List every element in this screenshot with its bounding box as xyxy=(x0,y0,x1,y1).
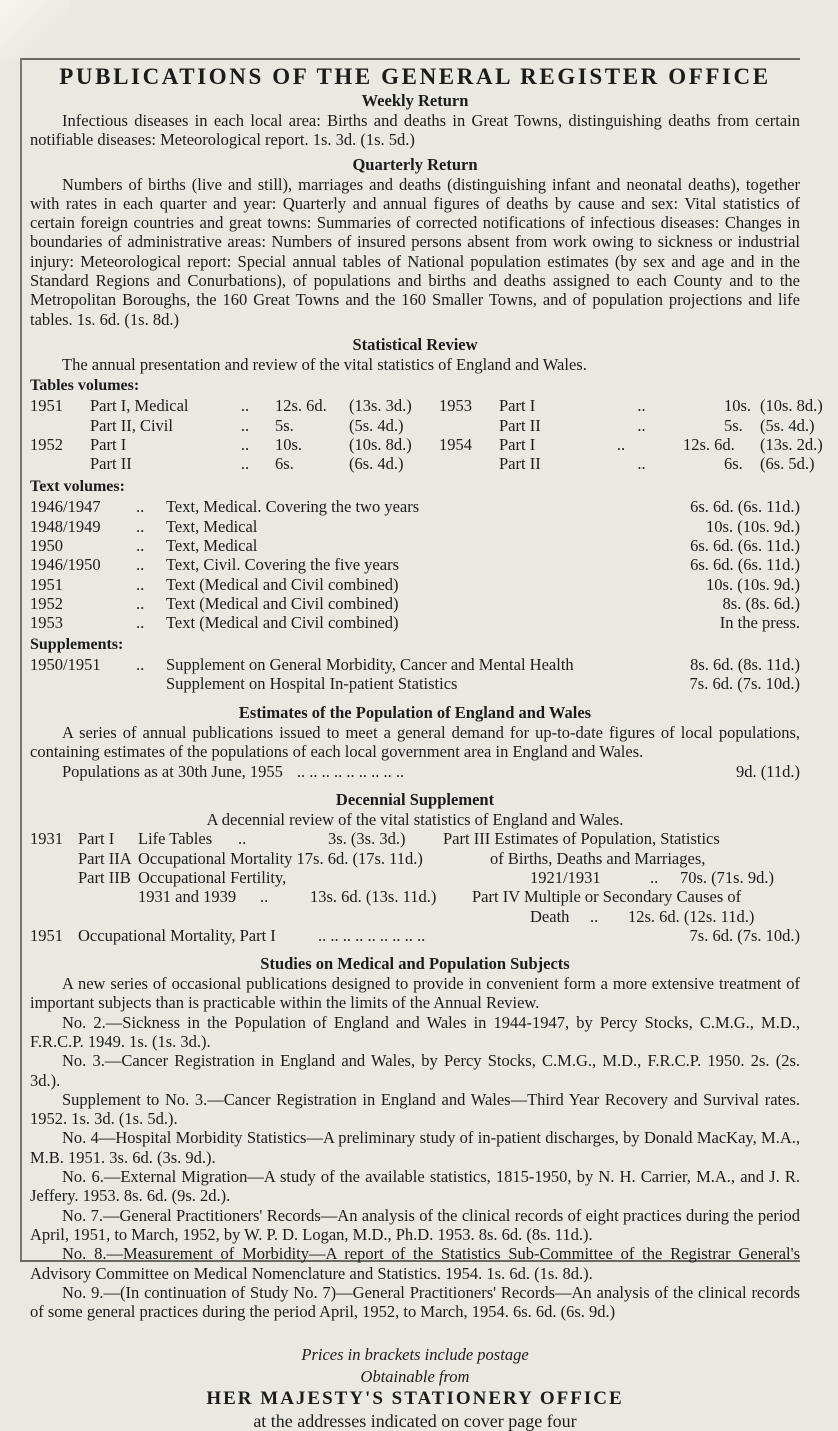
year xyxy=(30,454,90,473)
years: 1921/1931 xyxy=(530,867,601,887)
price: 10s. (10s. 9d.) xyxy=(706,516,800,536)
postage-price: (13s. 3d.) xyxy=(349,396,412,416)
leader: .. .. .. .. .. .. .. .. .. xyxy=(296,761,405,781)
leader: .. .. .. .. .. .. .. .. .. xyxy=(318,925,426,945)
volume-title: Text (Medical and Civil combined) xyxy=(166,574,399,594)
supplements-label: Supplements: xyxy=(30,635,124,653)
year: 1950/1951 xyxy=(30,654,101,674)
part: Part II xyxy=(499,454,541,474)
leader: .. xyxy=(240,454,250,474)
part: Part II xyxy=(90,454,132,474)
decennial-row xyxy=(30,887,800,906)
text-volumes-label: Text volumes: xyxy=(30,478,125,496)
postage-price: (6s. 4d.) xyxy=(349,454,404,474)
document-page xyxy=(30,60,823,1431)
part-title: Occupational Mortality, Part I xyxy=(78,925,276,945)
part-title: Death xyxy=(530,906,570,926)
tables-row xyxy=(30,415,815,435)
postage-price: (5s. 4d.) xyxy=(760,415,815,435)
leader: .. xyxy=(590,906,599,926)
part-title: of Births, Deaths and Marriages, xyxy=(490,848,706,868)
leader: .. xyxy=(238,829,247,849)
volume-title: Text, Civil. Covering the five years xyxy=(166,555,399,575)
tables-row xyxy=(30,434,823,454)
year xyxy=(30,416,90,435)
leader: .. xyxy=(650,867,659,887)
estimates-heading: Estimates of the Population of England and Wales xyxy=(238,703,592,723)
part-title: Occupational Fertility, xyxy=(138,867,287,887)
price: 8s. (8s. 6d.) xyxy=(722,593,800,613)
year: 1951 xyxy=(30,396,63,416)
postage-price: (13s. 2d.) xyxy=(760,434,823,454)
text-volume-row xyxy=(30,575,800,594)
leader: .. xyxy=(637,396,646,416)
price: In the press. xyxy=(719,613,800,633)
page-title: PUBLICATIONS OF THE GENERAL REGISTER OFFICE xyxy=(59,64,771,89)
statistical-text: The annual presentation and review of the vital statistics of England and Wales. xyxy=(62,354,587,374)
year: 1952 xyxy=(30,434,63,454)
price: 5s. xyxy=(724,415,743,435)
price: 6s. 6d. (6s. 11d.) xyxy=(690,536,800,556)
leader: .. xyxy=(637,454,646,474)
supplement-title: Supplement on Hospital In-patient Statistics xyxy=(166,673,458,693)
year: 1946/1947 xyxy=(30,497,101,517)
weekly-heading: Weekly Return xyxy=(361,91,469,110)
study-item: No. 6.—External Migration—A study of the available statistics, 1815-1950, by N. H. Carrier, M.A., and J. R. Jeffery. 1953. 8s. 6d. (9s. 2d.). xyxy=(30,1167,800,1206)
part: Part IIB xyxy=(78,867,131,887)
decennial-heading: Decennial Supplement xyxy=(335,790,495,810)
text-volume-row xyxy=(30,497,800,516)
year xyxy=(439,416,499,435)
leader: .. xyxy=(136,574,145,594)
leader: .. xyxy=(136,497,145,517)
decennial-row xyxy=(30,868,800,887)
volume-title: Text, Medical xyxy=(166,516,258,536)
leader: .. xyxy=(136,536,145,556)
price: 10s. (10s. 9d.) xyxy=(706,574,800,594)
text-volume-row xyxy=(30,536,800,555)
text-volume-row xyxy=(30,613,800,632)
price: 3s. (3s. 3d.) xyxy=(328,829,406,849)
volume-title: Text, Medical xyxy=(166,536,258,556)
price: 7s. 6d. (7s. 10d.) xyxy=(689,673,800,693)
text-volume-row xyxy=(30,594,800,613)
decennial-row xyxy=(30,829,800,848)
text-volume-row xyxy=(30,555,800,574)
postage-price: (5s. 4d.) xyxy=(349,415,404,435)
price: 5s. xyxy=(275,415,294,435)
study-item: No. 2.—Sickness in the Population of England and Wales in 1944-1947, by Percy Stocks, C.M.G., M.D., F.R.C.P. 1949. 1s. (1s. 3d.). xyxy=(30,1012,800,1051)
year: 1950 xyxy=(30,536,63,556)
leader: .. xyxy=(136,593,145,613)
years: 1931 and 1939 xyxy=(138,887,237,907)
estimates-line-text: Populations as at 30th June, 1955 xyxy=(62,761,283,781)
estimates-text: A series of annual publications issued to meet a general demand for up-to-date figures of local populations, containing estimates of the populations of each local government area in England and Wales. xyxy=(30,723,800,762)
price: 6s. 6d. (6s. 11d.) xyxy=(690,555,800,575)
study-item: No. 4—Hospital Morbidity Statistics—A preliminary study of in-patient discharges, by Donald MacKay, M.A., M.B. 1951. 3s. 6d. (3s. 9d.). xyxy=(30,1128,800,1167)
price: 10s. xyxy=(275,434,303,454)
tables-label: Tables volumes: xyxy=(30,377,140,395)
year: 1948/1949 xyxy=(30,516,101,536)
leader: .. xyxy=(136,516,145,536)
price: 8s. 6d. (8s. 11d.) xyxy=(690,654,800,674)
studies-intro: A new series of occasional publications designed to provide in convenient form a more extensive treatment of important subjects than is practicable within the limits of the Annual Review. xyxy=(30,974,800,1013)
tables-row xyxy=(30,454,815,474)
study-item: No. 3.—Cancer Registration in England and Wales, by Percy Stocks, C.M.G., M.D., F.R.C.P. 1950. 2s. (2s. 3d.). xyxy=(30,1051,800,1090)
quarterly-text: Numbers of births (live and still), marriages and deaths (distinguishing infant and neonatal deaths), together with rates in each quarter and year: Quarterly and annual figures of deaths by cause and sex: Vital statistics of certain foreign countries and great towns: Summaries of corrected notifications of infectious diseases: Changes in boundaries of administrative areas: Numbers of insured persons absent from work owing to sickness or industrial injury: Meteorological report: Special annual tables of National population estimates (by sex and age and in the Standard Regions and Conurbations), of populations and births and deaths assigned to each County and to the Metropolitan Boroughs, the 160 Great Towns and the 160 Smaller Towns, and of population projections and life tables. 1s. 6d. (1s. 8d.) xyxy=(30,174,800,329)
price: 12s. 6d. xyxy=(275,396,327,416)
supplement-row xyxy=(30,674,800,693)
publisher-address: at the addresses indicated on cover page four xyxy=(253,1411,577,1431)
year: 1951 xyxy=(30,925,63,945)
leader: .. xyxy=(136,654,145,674)
year: 1953 xyxy=(30,613,63,633)
leader: .. xyxy=(260,887,269,907)
part-title: Occupational Mortality 17s. 6d. (17s. 11d.) xyxy=(138,848,423,868)
tables-row xyxy=(30,396,823,416)
studies-heading: Studies on Medical and Population Subjects xyxy=(260,954,570,974)
text-volumes xyxy=(30,497,800,632)
quarterly-heading: Quarterly Return xyxy=(352,154,478,174)
decennial-row xyxy=(30,849,800,868)
part: Part I xyxy=(90,434,127,454)
left-border xyxy=(20,58,22,1262)
part: Part I, Medical xyxy=(90,396,189,416)
part-title: Part III Estimates of Population, Statistics xyxy=(443,829,720,849)
leader: .. xyxy=(240,396,250,416)
part: Part I xyxy=(499,396,536,416)
postage-price: (6s. 5d.) xyxy=(760,454,815,474)
leader: .. xyxy=(240,415,250,435)
part: Part II xyxy=(499,415,541,435)
weekly-text: Infectious diseases in each local area: Births and deaths in Great Towns, distinguishing deaths from certain notifiable diseases: Meteorological report. 1s. 3d. (1s. 5d.) xyxy=(30,111,800,150)
year: 1952 xyxy=(30,593,63,613)
year: 1953 xyxy=(439,396,472,416)
part: Part I xyxy=(78,829,115,849)
decennial-row xyxy=(30,907,800,926)
year: 1946/1950 xyxy=(30,555,101,575)
year: 1954 xyxy=(439,434,472,454)
estimates-line xyxy=(30,762,800,781)
leader: .. xyxy=(136,613,145,633)
part: Part IIA xyxy=(78,848,132,868)
postage-note: Prices in brackets include postage xyxy=(301,1345,529,1365)
postage-price: (10s. 8d.) xyxy=(760,396,823,416)
price: 6s. xyxy=(275,454,294,474)
text-volume-row xyxy=(30,517,800,536)
decennial-text: A decennial review of the vital statistics of England and Wales. xyxy=(206,810,624,830)
volume-title: Text (Medical and Civil combined) xyxy=(166,593,399,613)
price: 9d. (11d.) xyxy=(735,761,800,781)
study-item: No. 8.—Measurement of Morbidity—A report of the Statistics Sub-Committee of the Registrar General's Advisory Committee on Medical Nomenclature and Statistics. 1954. 1s. 6d. (1s. 8d.). xyxy=(30,1244,800,1283)
study-item: No. 7.—General Practitioners' Records—An analysis of the clinical records of eight practices during the period April, 1951, to March, 1952, by W. P. D. Logan, M.D., Ph.D. 1953. 8s. 6d. (8s. 11d.). xyxy=(30,1205,800,1244)
year: 1931 xyxy=(30,829,63,849)
statistical-heading: Statistical Review xyxy=(352,334,478,354)
page-corner xyxy=(0,0,70,60)
price: 12s. 6d. (12s. 11d.) xyxy=(628,906,755,926)
supplement-title: Supplement on General Morbidity, Cancer and Mental Health xyxy=(166,654,574,674)
price: 13s. 6d. (13s. 11d.) xyxy=(310,887,437,907)
price: 10s. xyxy=(724,396,752,416)
price: 6s. xyxy=(724,454,743,474)
leader: .. xyxy=(136,555,145,575)
year: 1951 xyxy=(30,574,63,594)
supplements xyxy=(30,655,800,694)
decennial-table xyxy=(30,829,800,945)
part: Part I xyxy=(499,434,536,454)
leader: .. xyxy=(616,434,626,454)
part-title: Part IV Multiple or Secondary Causes of xyxy=(472,887,742,907)
tables-volumes xyxy=(30,396,823,474)
price: 12s. 6d. xyxy=(683,434,735,454)
price: 70s. (71s. 9d.) xyxy=(680,867,774,887)
publisher-name: HER MAJESTY'S STATIONERY OFFICE xyxy=(206,1388,624,1410)
obtainable-from: Obtainable from xyxy=(360,1366,470,1386)
year xyxy=(439,454,499,473)
volume-title: Text, Medical. Covering the two years xyxy=(166,497,420,517)
study-item: Supplement to No. 3.—Cancer Registration in England and Wales—Third Year Recovery and Survival rates. 1952. 1s. 3d. (1s. 5d.). xyxy=(30,1089,800,1129)
volume-title: Text (Medical and Civil combined) xyxy=(166,613,399,633)
part-title: Life Tables xyxy=(138,829,213,849)
part: Part II, Civil xyxy=(90,415,173,435)
leader: .. xyxy=(240,434,250,454)
study-item: No. 9.—(In continuation of Study No. 7)—General Practitioners' Records—An analysis of the clinical records of some general practices during the period April, 1952, to March, 1954. 6s. 6d. (6s. 9d.) xyxy=(30,1282,800,1322)
postage-price: (10s. 8d.) xyxy=(349,434,412,454)
decennial-row xyxy=(30,926,800,945)
supplement-row xyxy=(30,655,800,674)
price: 7s. 6d. (7s. 10d.) xyxy=(689,925,800,945)
leader: .. xyxy=(637,415,646,435)
price: 6s. 6d. (6s. 11d.) xyxy=(690,497,800,517)
